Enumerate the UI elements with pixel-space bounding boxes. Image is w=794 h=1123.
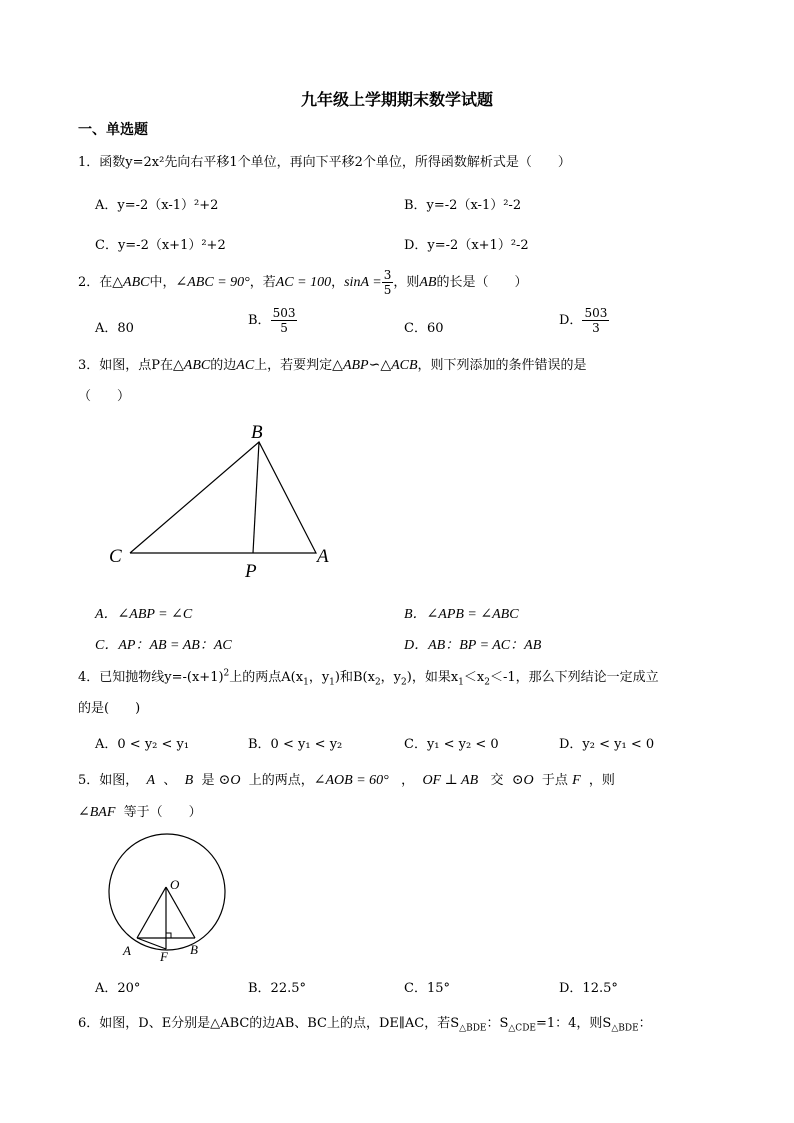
question-2-stem: 2．在△ABC中，∠ABC = 90°，若AC = 100，sinA = $\frac{3}{5}$ ，则AB的长是（ ）: [78, 268, 528, 297]
q4-option-d[interactable]: D．y₂ < y₁ < 0: [559, 737, 655, 752]
q4-option-b[interactable]: B．0 < y₁ < y₂: [248, 737, 343, 752]
q1-option-a[interactable]: A．y=-2（x-1）²+2: [95, 198, 219, 213]
q2-option-d[interactable]: D． $\frac{503}{3}$: [559, 306, 608, 335]
q2-option-a[interactable]: A．80: [95, 321, 134, 336]
section-heading: 一、单选题: [78, 122, 148, 138]
q1-option-b[interactable]: B．y=-2（x-1）²-2: [404, 198, 522, 213]
label-a: A: [317, 546, 329, 567]
label-b: B: [190, 942, 198, 957]
q5-option-a[interactable]: A．20°: [95, 981, 141, 996]
question-3-stem: 3．如图，点P在△ABC的边AC上，若要判定△ABP∽△ACB，则下列添加的条件错误的是: [78, 358, 587, 373]
q4-option-c[interactable]: C．y₁ < y₂ < 0: [404, 737, 499, 752]
q4-option-a[interactable]: A．0 < y₂ < y₁: [95, 737, 190, 752]
q5-option-c[interactable]: C．15°: [404, 981, 450, 996]
label-p: P: [245, 561, 257, 582]
q2-option-b[interactable]: B． $\frac{503}{5}$: [248, 306, 296, 335]
question-1-stem: 1．函数y=2x²先向右平移1个单位，再向下平移2个单位，所得函数解析式是（ ）: [78, 155, 571, 170]
q3-option-d[interactable]: D．AB：BP = AC：AB: [404, 638, 542, 653]
q2-option-c[interactable]: C．60: [404, 321, 444, 336]
question-4-stem: 4．已知抛物线$y=-(x+1)^2$上的两点$A(x_1$，$y_1$)和$B(x_2$，$y_2$)，如果$x_1<x_2<-1$，那么下列结论一定成立: [78, 668, 659, 688]
label-o: O: [170, 877, 180, 892]
q5-option-d[interactable]: D．12.5°: [559, 981, 618, 996]
q3-option-b[interactable]: B．∠APB = ∠ABC: [404, 607, 519, 622]
question-4-stem-line2: 的是( ): [78, 701, 141, 716]
page-title: 九年级上学期期末数学试题: [300, 90, 493, 109]
q3-option-a[interactable]: A．∠ABP = ∠C: [95, 607, 193, 622]
label-f: F: [160, 949, 168, 963]
circle-figure: [100, 828, 240, 963]
question-6-stem: 6．如图，D、E分别是△ABC的边AB、BC上的点，DE∥AC，若$S_{\triangle BDE}$：$S_{\triangle CDE}=1$：4，则$S_{\triangle BDE}$：: [78, 1016, 652, 1034]
q3-option-c[interactable]: C．AP：AB = AB：AC: [95, 638, 232, 653]
q5-option-b[interactable]: B．22.5°: [248, 981, 306, 996]
triangle-figure: [100, 415, 340, 585]
q1-option-d[interactable]: D．y=-2（x+1）²-2: [404, 238, 529, 253]
label-c: C: [109, 546, 122, 567]
question-3-paren: （ ）: [78, 389, 131, 404]
q1-option-c[interactable]: C．y=-2（x+1）²+2: [95, 238, 226, 253]
label-b: B: [251, 422, 263, 443]
fraction-3-5: $\frac{3}{5}$: [383, 268, 392, 297]
question-5-stem-line2: ∠BAF 等于（ ）: [78, 805, 202, 820]
label-a: A: [123, 943, 131, 958]
question-5-stem: 5．如图， A 、 B 是 ⊙O 上的两点，∠AOB = 60° ， OF ⊥ AB 交 ⊙O 于点 F ，则: [78, 773, 615, 788]
